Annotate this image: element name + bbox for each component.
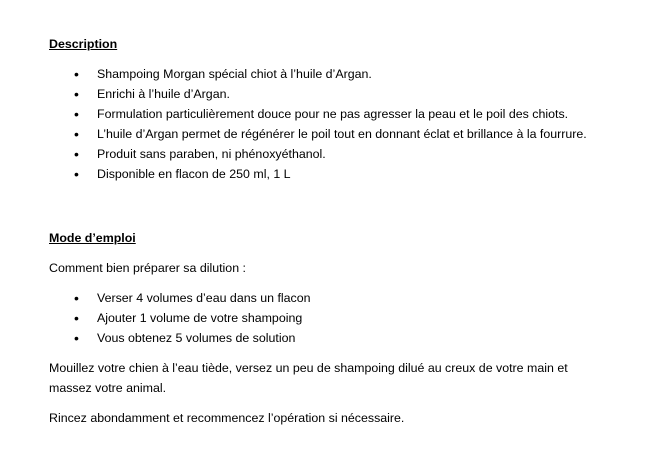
dilution-steps-list: [49, 288, 649, 348]
list-item: • Verser 4 volumes d’eau dans un flacon: [49, 288, 649, 308]
list-item: • Disponible en flacon de 250 ml, 1 L: [49, 164, 649, 184]
dilution-intro-text: Comment bien préparer sa dilution :: [49, 261, 246, 275]
document-page: [49, 30, 649, 428]
list-item: • Ajouter 1 volume de votre shampoing: [49, 308, 649, 328]
description-heading: Description: [49, 37, 118, 51]
list-item: • L’huile d’Argan permet de régénérer le poil tout en donnant éclat et brillance à la fourrure.: [49, 124, 649, 144]
list-item: • Enrichi à l’huile d’Argan.: [49, 84, 649, 104]
instructions-line: massez votre animal.: [49, 381, 167, 395]
list-item: • Produit sans paraben, ni phénoxyéthanol.: [49, 144, 649, 164]
description-list: [49, 64, 649, 184]
instructions-line: Mouillez votre chien à l’eau tiède, versez un peu de shampoing dilué au creux de votre main et: [49, 361, 568, 375]
list-item: • Formulation particulièrement douce pour ne pas agresser la peau et le poil des chiots.: [49, 104, 649, 124]
instructions-paragraph: [49, 358, 649, 398]
rinse-paragraph: Rincez abondamment et recommencez l’opération si nécessaire.: [49, 411, 405, 425]
usage-heading: Mode d’emploi: [49, 231, 136, 245]
list-item: • Vous obtenez 5 volumes de solution: [49, 328, 649, 348]
list-item: • Shampoing Morgan spécial chiot à l’huile d’Argan.: [49, 64, 649, 84]
